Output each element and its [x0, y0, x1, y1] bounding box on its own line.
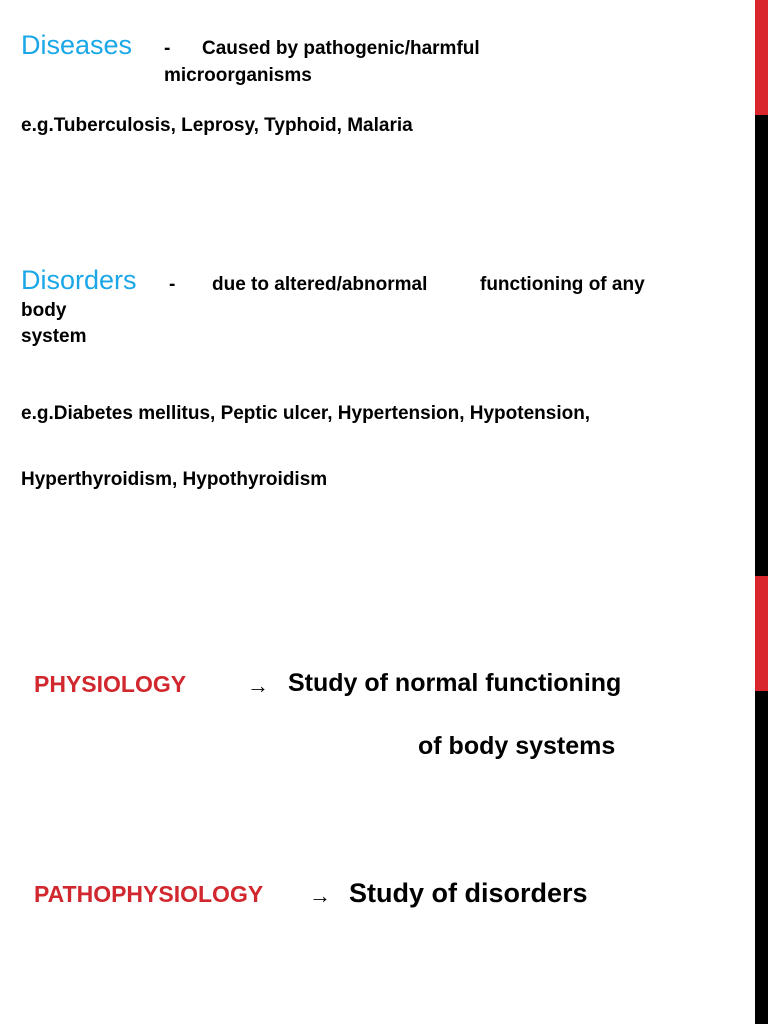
- diseases-term: Diseases: [21, 30, 133, 60]
- disorders-examples-line1: e.g.Diabetes mellitus, Peptic ulcer, Hypertension, Hypotension,: [21, 403, 591, 424]
- disorders-definition-part2: functioning of any: [480, 274, 645, 295]
- disorders-definition-line3: system: [21, 326, 87, 347]
- edge-bar-black-lower: [755, 691, 768, 1024]
- pathophysiology-definition: Study of disorders: [349, 878, 588, 908]
- disorders-dash: -: [169, 274, 176, 295]
- physiology-term: PHYSIOLOGY: [34, 671, 187, 697]
- physiology-definition-line2: of body systems: [418, 732, 616, 760]
- pathophysiology-arrow: →: [309, 883, 331, 908]
- disorders-term: Disorders: [21, 265, 137, 295]
- disorders-definition-line2: body: [21, 300, 67, 321]
- diseases-dash: -: [164, 38, 171, 59]
- physiology-arrow: →: [247, 673, 269, 698]
- edge-bar-red-middle: [755, 576, 768, 691]
- disorders-definition-part1: due to altered/abnormal: [212, 274, 428, 295]
- diseases-definition-line2: microorganisms: [164, 65, 312, 86]
- edge-bar-black-upper: [755, 115, 768, 576]
- pathophysiology-term: PATHOPHYSIOLOGY: [34, 881, 264, 907]
- diseases-definition-line1: Caused by pathogenic/harmful: [202, 38, 480, 59]
- disorders-examples-line2: Hyperthyroidism, Hypothyroidism: [21, 469, 328, 490]
- physiology-definition-line1: Study of normal functioning: [288, 669, 622, 697]
- diseases-examples: e.g.Tuberculosis, Leprosy, Typhoid, Malaria: [21, 115, 413, 136]
- edge-bar-red-top: [755, 0, 768, 115]
